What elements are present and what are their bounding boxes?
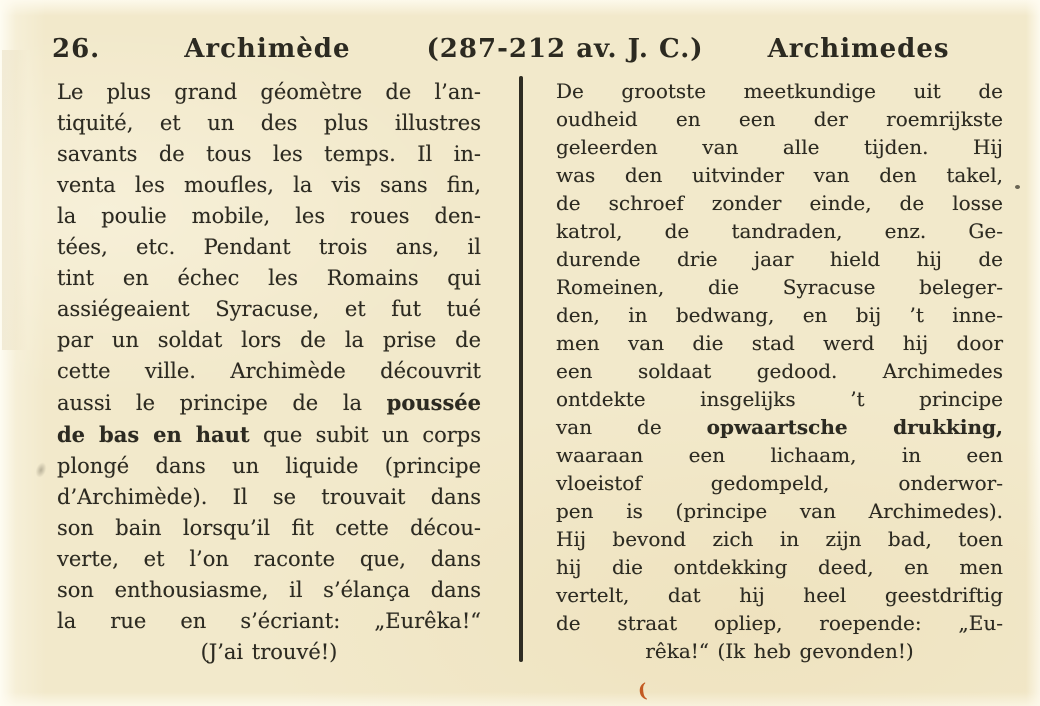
text-line bbox=[57, 575, 481, 606]
text-segment: waaraan een lichaam, in een bbox=[556, 443, 1003, 467]
text-line bbox=[556, 553, 1003, 581]
text-line bbox=[57, 356, 481, 387]
text-segment: oudheid en een der roemrijkste bbox=[556, 107, 1003, 131]
text-segment: savants de tous les temps. Il in- bbox=[57, 142, 481, 166]
text-line bbox=[556, 217, 1003, 245]
text-segment: (J’ai trouvé!) bbox=[200, 640, 338, 664]
text-segment: par un soldat lors de la prise de bbox=[57, 328, 481, 352]
text-line bbox=[556, 609, 1003, 637]
card-header bbox=[0, 34, 1040, 64]
text-line bbox=[556, 245, 1003, 273]
paper-speck bbox=[1015, 185, 1020, 189]
text-line bbox=[556, 189, 1003, 217]
text-line bbox=[556, 329, 1003, 357]
text-line bbox=[57, 325, 481, 356]
text-line bbox=[556, 581, 1003, 609]
text-line bbox=[556, 105, 1003, 133]
column-divider-rule bbox=[519, 76, 523, 662]
text-line bbox=[556, 161, 1003, 189]
text-line bbox=[556, 413, 1003, 441]
title-dutch: Archimedes bbox=[767, 34, 950, 64]
text-segment: den, in bedwang, en bij ’t inne- bbox=[556, 303, 1003, 327]
text-segment: verte, et l’on raconte que, dans bbox=[57, 547, 481, 571]
text-line bbox=[556, 301, 1003, 329]
text-line bbox=[57, 263, 481, 294]
text-segment: de schroef zonder einde, de losse bbox=[556, 191, 1003, 215]
text-line bbox=[57, 139, 481, 170]
text-line bbox=[57, 77, 481, 108]
text-segment: ontdekte insgelijks ’t principe bbox=[556, 387, 1003, 411]
text-line bbox=[57, 232, 481, 263]
ink-smudge bbox=[34, 461, 49, 479]
text-segment: De grootste meetkundige uit de bbox=[556, 79, 1003, 103]
text-segment: tiquité, et un des plus illustres bbox=[57, 111, 481, 135]
text-segment: vertelt, dat hij heel geestdriftig bbox=[556, 583, 1003, 607]
text-segment: durende drie jaar hield hij de bbox=[556, 247, 1003, 271]
text-line bbox=[57, 544, 481, 575]
text-line bbox=[57, 482, 481, 513]
text-segment: tées, etc. Pendant trois ans, il bbox=[57, 235, 481, 259]
text-segment: Le plus grand géomètre de l’an- bbox=[57, 80, 481, 104]
text-segment: hij die ontdekking deed, en men bbox=[556, 555, 1003, 579]
card-number: 26. bbox=[52, 34, 101, 64]
text-segment: tint en échec les Romains qui bbox=[57, 266, 481, 290]
text-line bbox=[556, 77, 1003, 105]
text-line bbox=[57, 387, 481, 419]
text-segment: geleerden van alle tijden. Hij bbox=[556, 135, 1003, 159]
text-segment: la rue en s’écriant: „Eurêka!“ bbox=[57, 609, 481, 633]
bold-phrase: opwaartsche drukking, bbox=[706, 415, 1003, 439]
text-segment: pen is (principe van Archimedes). bbox=[556, 499, 1003, 523]
text-segment: cette ville. Archimède découvrit bbox=[57, 359, 481, 383]
text-line bbox=[556, 357, 1003, 385]
french-column bbox=[57, 77, 481, 668]
text-segment: que subit un corps bbox=[249, 423, 481, 447]
text-segment: venta les moufles, la vis sans fin, bbox=[57, 173, 481, 197]
text-line bbox=[57, 170, 481, 201]
text-segment: aussi le principe de la bbox=[57, 391, 387, 415]
text-line bbox=[556, 273, 1003, 301]
text-line bbox=[556, 469, 1003, 497]
text-segment: een soldaat gedood. Archimedes bbox=[556, 359, 1003, 383]
text-line bbox=[57, 451, 481, 482]
bold-phrase: de bas en haut bbox=[57, 422, 250, 447]
dutch-column bbox=[556, 77, 1003, 665]
paper-stain bbox=[2, 50, 28, 350]
text-line bbox=[57, 637, 481, 668]
text-segment: Romeinen, die Syracuse beleger- bbox=[556, 275, 1003, 299]
text-line bbox=[57, 606, 481, 637]
bold-phrase: poussée bbox=[386, 390, 481, 415]
text-line bbox=[57, 419, 481, 451]
text-segment: de straat opliep, roepende: „Eu- bbox=[556, 611, 1003, 635]
text-line bbox=[556, 637, 1003, 665]
text-segment: was den uitvinder van den takel, bbox=[556, 163, 1003, 187]
text-line bbox=[57, 294, 481, 325]
text-segment: assiégeaient Syracuse, et fut tué bbox=[57, 297, 481, 321]
text-segment: katrol, de tandraden, enz. Ge- bbox=[556, 219, 1003, 243]
stray-pencil-mark: ( bbox=[636, 679, 649, 703]
title-dates: (287-212 av. J. C.) bbox=[426, 34, 704, 64]
text-line bbox=[556, 497, 1003, 525]
text-segment: d’Archimède). Il se trouvait dans bbox=[57, 485, 481, 509]
text-segment: rêka!“ (Ik heb gevonden!) bbox=[645, 639, 914, 663]
text-segment: Hij bevond zich in zijn bad, toen bbox=[556, 527, 1003, 551]
text-segment: vloeistof gedompeld, onderwor- bbox=[556, 471, 1003, 495]
text-segment: van de bbox=[556, 415, 707, 439]
text-segment: son enthousiasme, il s’élança dans bbox=[57, 578, 481, 602]
title-french: Archimède bbox=[184, 34, 351, 64]
text-line bbox=[556, 385, 1003, 413]
text-line bbox=[556, 441, 1003, 469]
text-segment: la poulie mobile, les roues den- bbox=[57, 204, 481, 228]
text-segment: son bain lorsqu’il fit cette décou- bbox=[57, 516, 481, 540]
text-segment: plongé dans un liquide (principe bbox=[57, 454, 481, 478]
text-line bbox=[57, 201, 481, 232]
text-segment: men van die stad werd hij door bbox=[556, 331, 1003, 355]
text-line bbox=[556, 525, 1003, 553]
text-line bbox=[556, 133, 1003, 161]
text-line bbox=[57, 513, 481, 544]
text-line bbox=[57, 108, 481, 139]
